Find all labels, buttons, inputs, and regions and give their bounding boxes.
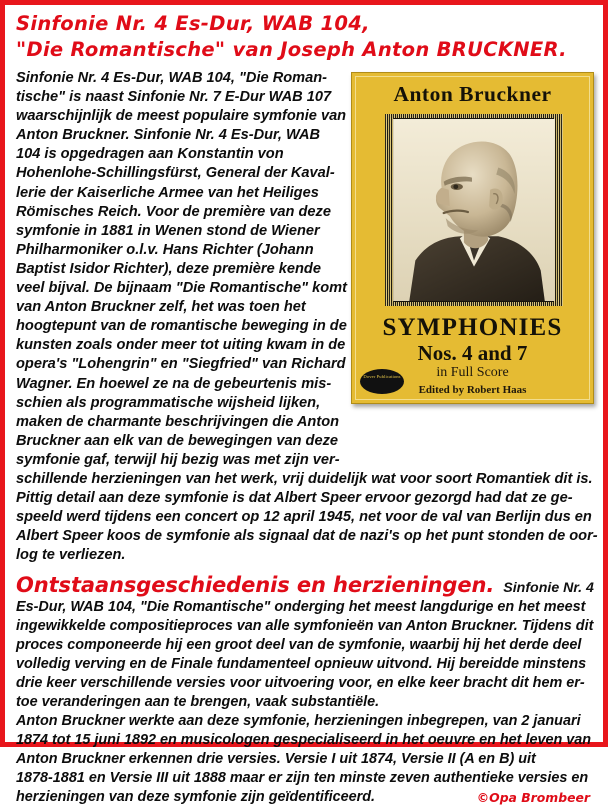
text-line: Anton Bruckner werkte aan deze symfonie, herzieningen inbegrepen, van 2 januari	[16, 713, 581, 730]
cover-composer-name: Anton Bruckner	[393, 82, 552, 106]
poster-content	[5, 5, 603, 806]
text-line: Albert Speer koos de symfonie als signaal dat de nazi's op het punt stonden de oor-	[16, 528, 598, 545]
text-line: volledig verving en de Finale fundamenteel opnieuw uitvond. Hij bereidde minstens	[16, 656, 587, 673]
cover-symphonies-label: SYMPHONIES	[382, 314, 563, 341]
text-line: Sinfonie Nr. 4 Es-Dur, WAB 104, "Die Roman-	[16, 70, 328, 86]
text-line: drie keer verschillende versies voor uitvoering voor, en elke keer bracht dit hem er-	[16, 675, 585, 692]
text-line: maken de charmante beschrijvingen die Anton	[16, 413, 340, 430]
text-line: symfonie in 1881 in Wenen stond de Wiener	[16, 222, 320, 239]
portrait-frame	[385, 114, 563, 306]
text-line: 1878-1881 en Versie III uit 1888 maar er zijn ten minste zeven authentieke versies en	[16, 770, 589, 787]
section-body-text	[16, 598, 594, 807]
text-line: opera's "Lohengrin" en "Siegfried" van Richard	[16, 356, 346, 373]
text-line: Hohenlohe-Schillingsfürst, General der Kaval-	[16, 165, 335, 182]
text-line: Bruckner aan elk van de bewegingen van deze	[16, 432, 338, 449]
text-line: herzieningen van deze symfonie zijn geïdentificeerd.	[16, 789, 376, 806]
text-line: 1874 tot 15 juni 1892 en musicologen gespecialiseerd in het oeuvre en het leven van	[16, 732, 592, 749]
cover-editor-label: Edited by Robert Haas	[418, 384, 527, 396]
portrait-illustration	[395, 119, 553, 301]
text-line: waarschijnlijk de meest populaire symfonie van	[16, 108, 347, 125]
text-line: tische" is naast Sinfonie Nr. 7 E-Dur WAB 107	[16, 89, 332, 106]
cover-numbers-label: Nos. 4 and 7	[417, 341, 528, 365]
text-line: Baptist Isidor Richter), deze première kende	[16, 260, 321, 277]
text-line: Römisches Reich. Voor de première van deze	[16, 203, 331, 220]
text-line: lerie der Kaiserliche Armee van het Heiliges	[16, 184, 319, 201]
book-cover-image	[351, 72, 594, 404]
section-heading-row	[16, 574, 594, 597]
text-line: log te verliezen.	[16, 547, 126, 564]
text-line: schien als programmatische wijsheid lijken,	[16, 394, 321, 411]
text-line: Anton Bruckner erkennen drie versies. Versie I uit 1874, Versie II (A en B) uit	[16, 751, 536, 768]
text-line: schillende herzieningen van het werk, vrij duidelijk wat voor soort Romantiek dit is.	[16, 470, 593, 487]
text-line: Philharmoniker o.l.v. Hans Richter (Johann	[16, 241, 314, 258]
text-line: Wagner. En hoewel ze na de gebeurtenis mis-	[16, 375, 332, 392]
text-line: speeld werd tijdens een concert op 12 april 1945, net voor de val van Berlijn dus en	[16, 509, 592, 526]
section-heading: Ontstaansgeschiedenis en herzieningen.	[16, 573, 495, 598]
text-line: ingewikkelde compositieproces van alle symfonieën van Anton Bruckner. Tijdens dit	[16, 618, 594, 635]
text-line: veel bijval. De bijnaam "Die Romantische" komt	[16, 280, 347, 297]
page-title-line-1: Sinfonie Nr. 4 Es-Dur, WAB 104,	[16, 12, 370, 35]
text-line: proces componeerde hij een groot deel van de symfonie, waarbij hij het derde deel	[16, 637, 582, 654]
dover-publications-logo: Dover Publications	[360, 369, 404, 394]
page-title-line-2: "Die Romantische" van Joseph Anton BRUCKNER.	[16, 38, 567, 61]
text-line: symfonie gaf, terwijl hij bezig was met zijn ver-	[16, 451, 340, 468]
text-line: Anton Bruckner. Sinfonie Nr. 4 Es-Dur, WAB	[16, 127, 321, 144]
text-line: 104 is opgedragen aan Konstantin von	[16, 146, 284, 163]
text-line: hoogtepunt van de romantische beweging in de	[16, 318, 347, 335]
text-line: Pittig detail aan deze symfonie is dat Albert Speer ervoor gezorgd had dat ze ge-	[16, 490, 573, 507]
bruckner-portrait-photo	[394, 118, 554, 302]
text-line: kunsten zoals onder meer tot uiting kwam in de	[16, 337, 346, 354]
text-line: van Anton Bruckner zelf, het was toen het	[16, 299, 306, 316]
author-signature: ©Opa Brombeer	[476, 790, 590, 806]
cover-full-score-label: in Full Score	[436, 365, 509, 380]
text-line: toe veranderingen aan te brengen, vaak substantiële.	[16, 694, 380, 711]
book-cover	[351, 72, 594, 404]
page-title	[16, 11, 594, 63]
text-line: Es-Dur, WAB 104, "Die Romantische" onderging het meest langdurige en het meest	[16, 599, 586, 616]
section-heading-suffix: Sinfonie Nr. 4	[503, 580, 594, 597]
